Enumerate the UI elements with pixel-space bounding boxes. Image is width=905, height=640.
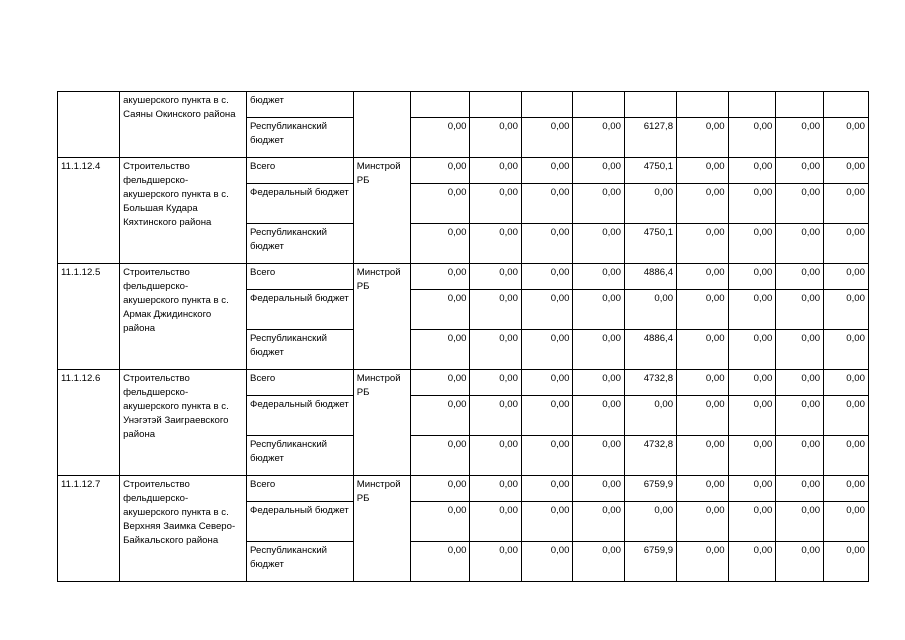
value-cell: 0,00 (411, 396, 470, 436)
value-cell: 0,00 (573, 184, 625, 224)
table-row (58, 158, 905, 184)
funding-source-cell: Всего (247, 158, 354, 184)
value-cell: 6759,9 (624, 542, 676, 582)
value-cell: 0,00 (573, 542, 625, 582)
value-cell (411, 92, 470, 118)
value-cell: 0,00 (677, 476, 729, 502)
value-cell: 0,00 (776, 224, 824, 264)
value-cell: 0,00 (573, 158, 625, 184)
value-cell: 0,00 (470, 396, 522, 436)
value-cell: 0,00 (573, 370, 625, 396)
value-cell: 0,00 (677, 158, 729, 184)
value-cell: 0,00 (470, 158, 522, 184)
value-cell: 0,00 (677, 542, 729, 582)
value-cell: 0,00 (411, 330, 470, 370)
funding-source-cell: Республиканский бюджет (247, 224, 354, 264)
value-cell: 0,00 (776, 502, 824, 542)
value-cell: 0,00 (411, 290, 470, 330)
value-cell: 4732,8 (624, 370, 676, 396)
value-cell: 0,00 (624, 184, 676, 224)
item-code-cell: 11.1.12.6 (58, 370, 120, 476)
funding-source-cell: Республиканский бюджет (247, 542, 354, 582)
value-cell: 0,00 (521, 370, 573, 396)
funding-source-cell: Республиканский бюджет (247, 330, 354, 370)
value-cell: 0,00 (411, 436, 470, 476)
value-cell: 0,00 (470, 436, 522, 476)
value-cell: 4750,1 (624, 224, 676, 264)
value-cell: 0,00 (776, 264, 824, 290)
value-cell: 0,00 (470, 224, 522, 264)
value-cell: 0,00 (728, 118, 776, 158)
value-cell: 0,00 (521, 290, 573, 330)
value-cell: 0,00 (624, 396, 676, 436)
code-cell (58, 92, 120, 158)
value-cell: 0,00 (470, 502, 522, 542)
value-cell: 0,00 (824, 184, 869, 224)
executor-cell: Минстрой РБ (353, 476, 411, 582)
value-cell: 0,00 (573, 436, 625, 476)
value-cell: 0,00 (728, 542, 776, 582)
value-cell: 0,00 (411, 264, 470, 290)
value-cell: 0,00 (824, 436, 869, 476)
value-cell: 0,00 (624, 502, 676, 542)
value-cell: 4886,4 (624, 264, 676, 290)
object-name-cell: акушерского пункта в с. Саяны Окинского района (120, 92, 247, 158)
object-name-cell: Строительство фельдшерско-акушерского пункта в с. Армак Джидинского района (120, 264, 247, 370)
value-cell: 0,00 (470, 264, 522, 290)
value-cell: 0,00 (824, 542, 869, 582)
value-cell: 0,00 (728, 264, 776, 290)
value-cell: 0,00 (573, 330, 625, 370)
value-cell: 0,00 (824, 264, 869, 290)
value-cell: 0,00 (824, 118, 869, 158)
funding-source-cell: Федеральный бюджет (247, 184, 354, 224)
executor-cell (353, 92, 411, 158)
value-cell: 0,00 (824, 290, 869, 330)
value-cell: 0,00 (677, 396, 729, 436)
executor-cell: Минстрой РБ (353, 264, 411, 370)
value-cell: 0,00 (521, 330, 573, 370)
value-cell: 0,00 (470, 476, 522, 502)
value-cell: 0,00 (728, 396, 776, 436)
value-cell: 0,00 (470, 370, 522, 396)
value-cell: 0,00 (521, 184, 573, 224)
value-cell: 0,00 (776, 118, 824, 158)
value-cell: 0,00 (573, 502, 625, 542)
value-cell: 0,00 (677, 184, 729, 224)
value-cell: 0,00 (521, 542, 573, 582)
value-cell: 0,00 (411, 542, 470, 582)
value-cell: 0,00 (728, 330, 776, 370)
value-cell: 0,00 (521, 502, 573, 542)
item-code-cell: 11.1.12.7 (58, 476, 120, 582)
value-cell: 0,00 (624, 290, 676, 330)
funding-source-cell: бюджет (247, 92, 354, 118)
value-cell: 4750,1 (624, 158, 676, 184)
value-cell: 0,00 (470, 184, 522, 224)
value-cell: 0,00 (573, 476, 625, 502)
value-cell (677, 92, 729, 118)
value-cell: 0,00 (824, 502, 869, 542)
value-cell: 0,00 (470, 330, 522, 370)
value-cell: 0,00 (728, 290, 776, 330)
funding-source-cell: Федеральный бюджет (247, 396, 354, 436)
executor-cell: Минстрой РБ (353, 158, 411, 264)
value-cell: 0,00 (470, 290, 522, 330)
value-cell: 0,00 (677, 330, 729, 370)
value-cell (776, 92, 824, 118)
value-cell: 0,00 (824, 370, 869, 396)
value-cell: 0,00 (573, 224, 625, 264)
value-cell: 0,00 (824, 396, 869, 436)
value-cell (521, 92, 573, 118)
value-cell: 0,00 (411, 224, 470, 264)
value-cell: 0,00 (521, 396, 573, 436)
value-cell: 0,00 (411, 184, 470, 224)
value-cell: 0,00 (776, 436, 824, 476)
object-name-cell: Строительство фельдшерско-акушерского пункта в с. Верхняя Заимка Северо-Байкальского района (120, 476, 247, 582)
table-row (58, 92, 905, 118)
value-cell: 0,00 (728, 158, 776, 184)
table-row (58, 264, 905, 290)
value-cell: 0,00 (728, 502, 776, 542)
value-cell: 0,00 (521, 436, 573, 476)
value-cell: 6127,8 (624, 118, 676, 158)
value-cell: 0,00 (521, 158, 573, 184)
table-row (58, 370, 905, 396)
value-cell: 0,00 (411, 502, 470, 542)
value-cell: 0,00 (573, 264, 625, 290)
funding-source-cell: Всего (247, 264, 354, 290)
value-cell: 6759,9 (624, 476, 676, 502)
value-cell: 0,00 (776, 184, 824, 224)
value-cell: 0,00 (411, 158, 470, 184)
value-cell (624, 92, 676, 118)
value-cell: 0,00 (411, 118, 470, 158)
value-cell: 0,00 (776, 158, 824, 184)
value-cell: 0,00 (677, 436, 729, 476)
item-code-cell: 11.1.12.4 (58, 158, 120, 264)
value-cell: 0,00 (470, 542, 522, 582)
value-cell: 0,00 (411, 370, 470, 396)
value-cell: 0,00 (521, 264, 573, 290)
value-cell: 0,00 (728, 370, 776, 396)
table-body (58, 92, 905, 582)
value-cell: 0,00 (677, 290, 729, 330)
funding-source-cell: Всего (247, 370, 354, 396)
value-cell: 0,00 (776, 290, 824, 330)
value-cell: 0,00 (677, 118, 729, 158)
value-cell: 0,00 (824, 330, 869, 370)
funding-source-cell: Всего (247, 476, 354, 502)
value-cell: 0,00 (573, 396, 625, 436)
value-cell: 0,00 (677, 370, 729, 396)
value-cell: 0,00 (728, 184, 776, 224)
funding-source-cell: Республиканский бюджет (247, 118, 354, 158)
value-cell: 0,00 (776, 476, 824, 502)
value-cell: 0,00 (776, 542, 824, 582)
value-cell: 0,00 (573, 290, 625, 330)
value-cell: 0,00 (824, 476, 869, 502)
value-cell: 0,00 (776, 396, 824, 436)
value-cell: 0,00 (824, 158, 869, 184)
value-cell: 0,00 (677, 264, 729, 290)
item-code-cell: 11.1.12.5 (58, 264, 120, 370)
table-row (58, 476, 905, 502)
value-cell: 0,00 (728, 436, 776, 476)
value-cell: 0,00 (411, 476, 470, 502)
value-cell (728, 92, 776, 118)
funding-source-cell: Федеральный бюджет (247, 290, 354, 330)
value-cell: 0,00 (677, 502, 729, 542)
budget-table (57, 91, 905, 582)
value-cell: 4732,8 (624, 436, 676, 476)
executor-cell: Минстрой РБ (353, 370, 411, 476)
value-cell: 0,00 (824, 224, 869, 264)
value-cell: 0,00 (776, 330, 824, 370)
value-cell: 4886,4 (624, 330, 676, 370)
value-cell: 0,00 (728, 476, 776, 502)
value-cell: 0,00 (573, 118, 625, 158)
value-cell: 0,00 (776, 370, 824, 396)
value-cell: 0,00 (521, 224, 573, 264)
object-name-cell: Строительство фельдшерско-акушерского пункта в с. Большая Кудара Кяхтинского района (120, 158, 247, 264)
funding-source-cell: Федеральный бюджет (247, 502, 354, 542)
value-cell: 0,00 (728, 224, 776, 264)
value-cell: 0,00 (470, 118, 522, 158)
value-cell: 0,00 (677, 224, 729, 264)
value-cell (573, 92, 625, 118)
value-cell (470, 92, 522, 118)
value-cell (824, 92, 869, 118)
value-cell: 0,00 (521, 118, 573, 158)
value-cell: 0,00 (521, 476, 573, 502)
object-name-cell: Строительство фельдшерско-акушерского пункта в с. Унэгэтэй Заиграевского района (120, 370, 247, 476)
funding-source-cell: Республиканский бюджет (247, 436, 354, 476)
